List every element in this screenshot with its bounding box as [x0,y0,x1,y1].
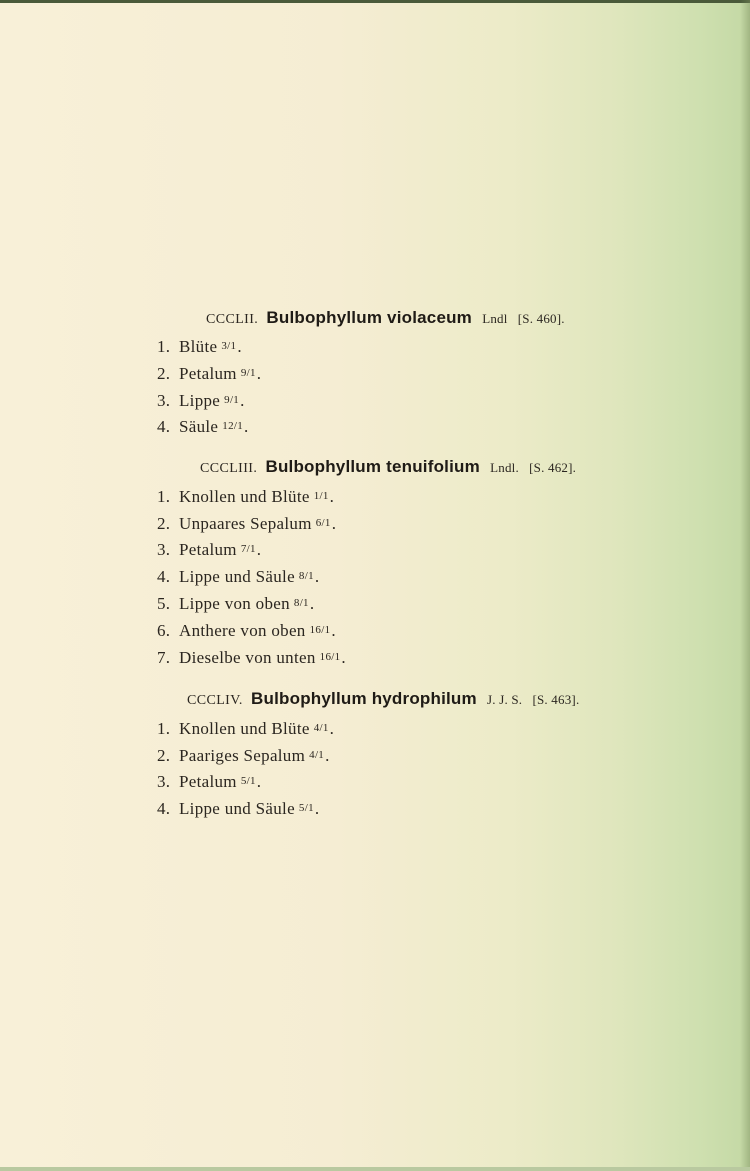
item-text: Dieselbe von unten [179,648,316,667]
item-number: 3. [157,540,171,559]
species-name: Bulbophyllum tenuifolium [265,457,480,476]
item-text: Unpaares Sepalum [179,514,312,533]
item-text: Säule [179,417,219,436]
list-item: 4. Lippe und Säule 8/1. [157,567,320,586]
magnification: 5/1 [240,775,256,787]
species-name: Bulbophyllum violaceum [266,308,473,327]
item-number: 2. [157,514,171,533]
top-edge-line [0,0,750,3]
roman-numeral: CCCLIII. [200,461,258,476]
magnification: 12/1 [222,420,244,432]
magnification: 4/1 [313,722,329,734]
item-text: Blüte [179,337,218,356]
page-reference: [S. 463]. [532,692,580,707]
section-heading [187,689,579,709]
species-name: Bulbophyllum hydrophilum [251,689,477,708]
author-abbrev: Lndl. [490,460,519,475]
list-item: 3. Lippe 9/1. [157,391,245,410]
author-abbrev: Lndl [482,311,508,326]
list-item: 3. Petalum 5/1. [157,772,262,791]
magnification: 3/1 [221,340,237,352]
item-number: 4. [157,799,171,818]
item-number: 1. [157,719,171,738]
item-text: Knollen und Blüte [179,719,310,738]
list-item: 1. Knollen und Blüte 4/1. [157,719,335,738]
section-heading [206,308,565,328]
item-text: Anthere von oben [179,621,306,640]
item-number: 1. [157,337,171,356]
page-edge-shadow [740,0,750,1171]
section-heading [200,457,576,477]
item-number: 5. [157,594,171,613]
magnification: 9/1 [240,367,256,379]
list-item: 6. Anthere von oben 16/1. [157,621,336,640]
list-item: 1. Blüte 3/1. [157,337,242,356]
list-item: 4. Säule 12/1. [157,417,249,436]
magnification: 8/1 [298,570,314,582]
author-abbrev: J. J. S. [487,692,523,707]
magnification: 16/1 [319,651,341,663]
list-item: 7. Dieselbe von unten 16/1. [157,648,346,667]
item-text: Knollen und Blüte [179,487,310,506]
item-text: Paariges Sepalum [179,746,306,765]
list-item: 4. Lippe und Säule 5/1. [157,799,320,818]
magnification: 16/1 [309,624,331,636]
list-item: 3. Petalum 7/1. [157,540,262,559]
item-number: 3. [157,391,171,410]
magnification: 1/1 [313,490,329,502]
list-item: 2. Paariges Sepalum 4/1. [157,746,330,765]
magnification: 6/1 [315,517,331,529]
list-item: 5. Lippe von oben 8/1. [157,594,315,613]
item-text: Lippe [179,391,221,410]
item-text: Lippe von oben [179,594,290,613]
magnification: 4/1 [309,749,325,761]
list-item: 2. Petalum 9/1. [157,364,262,383]
bottom-edge-line [0,1167,750,1171]
roman-numeral: CCCLII. [206,312,259,327]
magnification: 5/1 [298,802,314,814]
magnification: 9/1 [224,394,240,406]
item-number: 7. [157,648,171,667]
item-number: 4. [157,417,171,436]
item-number: 3. [157,772,171,791]
item-text: Petalum [179,540,237,559]
item-text: Petalum [179,772,237,791]
magnification: 8/1 [293,597,309,609]
page-reference: [S. 462]. [529,460,577,475]
magnification: 7/1 [240,543,256,555]
item-text: Lippe und Säule [179,567,295,586]
item-number: 6. [157,621,171,640]
item-number: 1. [157,487,171,506]
item-text: Lippe und Säule [179,799,295,818]
roman-numeral: CCCLIV. [187,693,243,708]
page-reference: [S. 460]. [517,311,565,326]
list-item: 2. Unpaares Sepalum 6/1. [157,514,337,533]
list-item: 1. Knollen und Blüte 1/1. [157,487,335,506]
item-number: 2. [157,746,171,765]
item-text: Petalum [179,364,237,383]
item-number: 2. [157,364,171,383]
item-number: 4. [157,567,171,586]
